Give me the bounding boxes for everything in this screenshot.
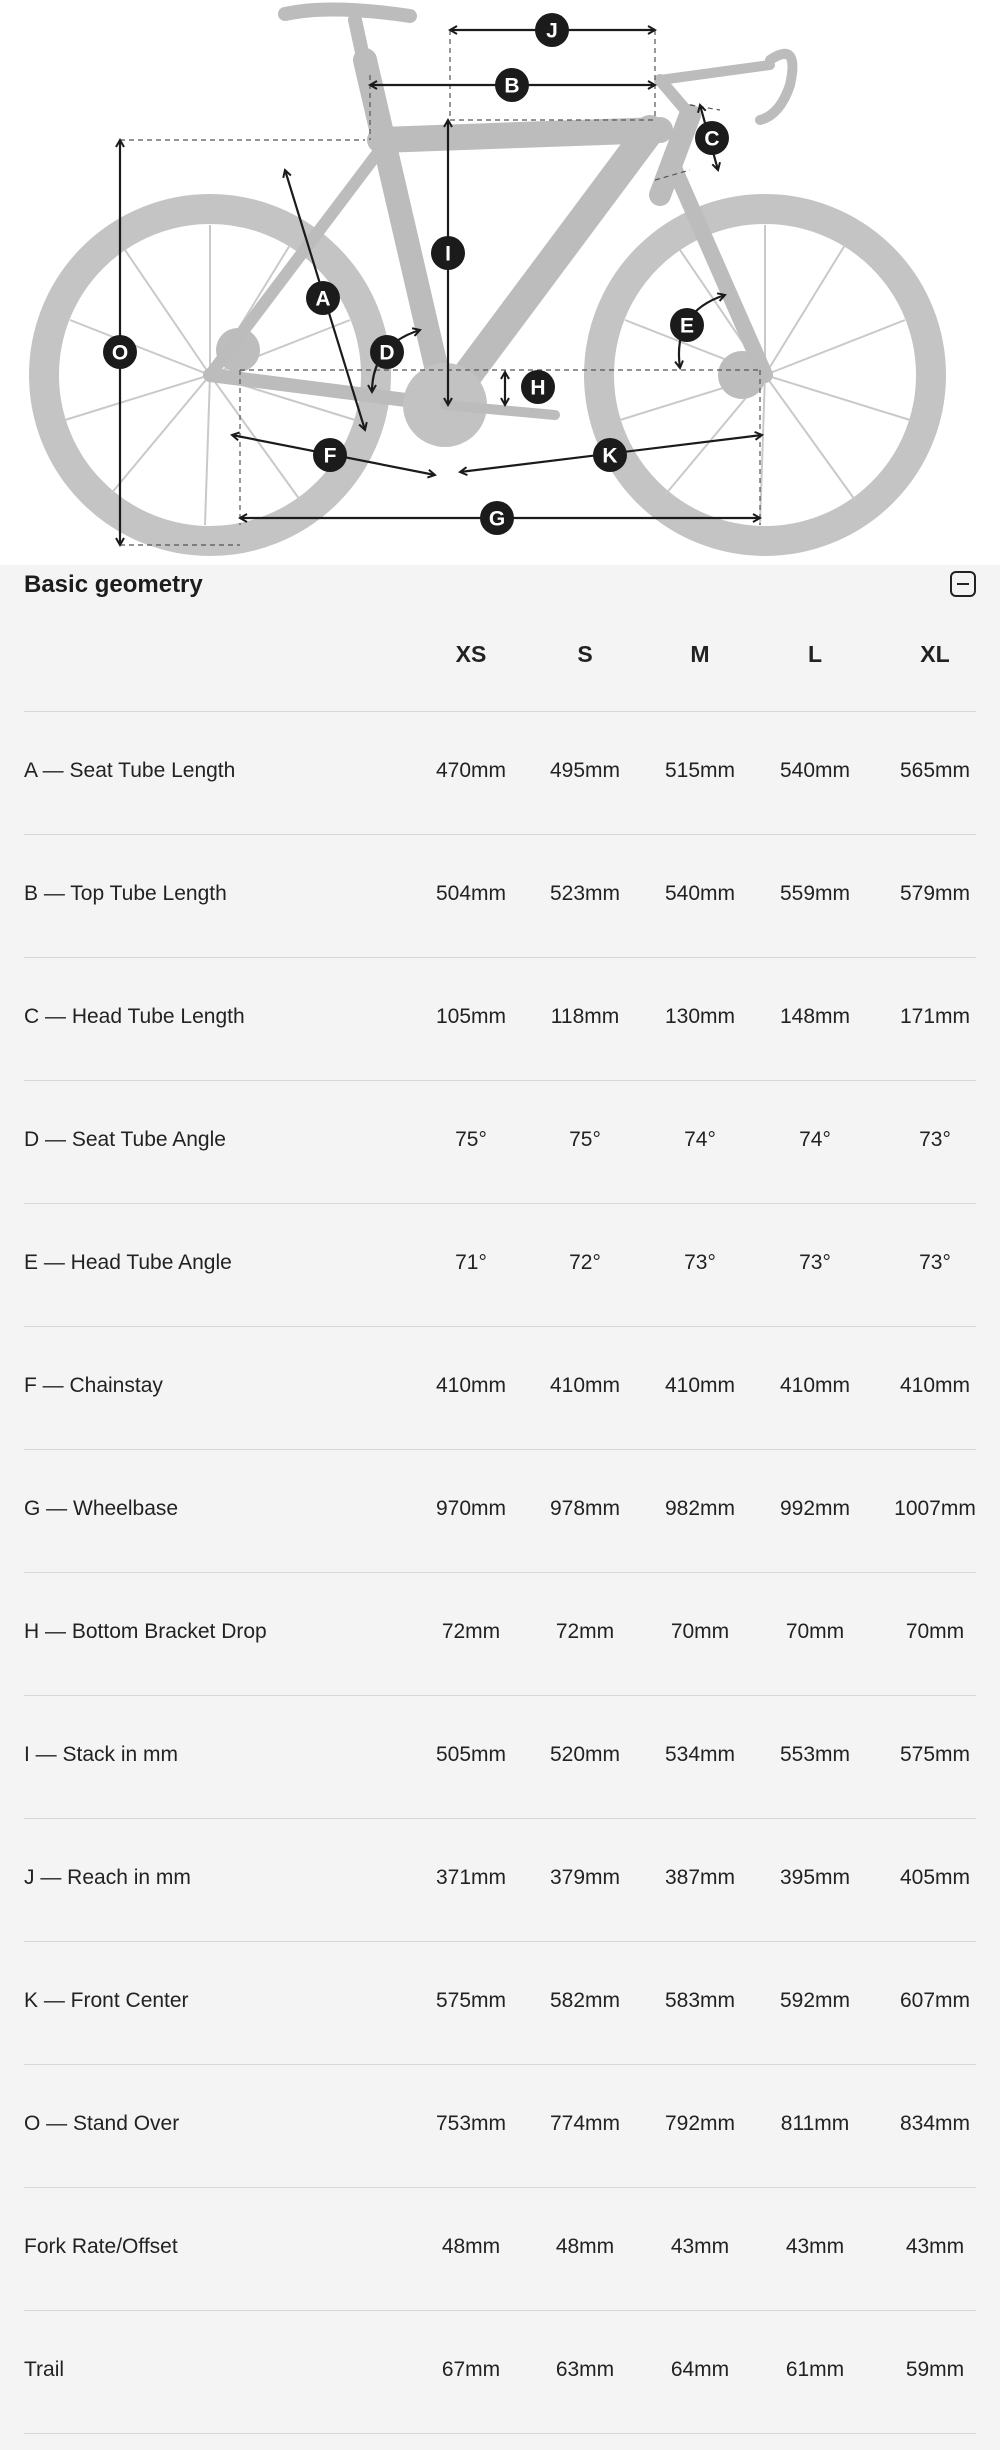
table-row	[24, 2187, 976, 2311]
cell-l: 70mm	[785, 1620, 845, 1643]
cell-l: 73°	[799, 1251, 831, 1274]
callout-c	[695, 121, 729, 155]
row-label: A — Seat Tube Length	[24, 759, 236, 782]
cell-s: 72°	[569, 1251, 601, 1274]
cell-xl: 43mm	[905, 2235, 965, 2258]
cell-xs: 410mm	[435, 1374, 507, 1397]
cell-m: 515mm	[664, 759, 736, 782]
cell-s: 72mm	[555, 1620, 615, 1643]
cell-xl: 607mm	[899, 1989, 971, 2012]
table-row	[24, 1203, 976, 1327]
cell-s: 495mm	[549, 759, 621, 782]
row-label: D — Seat Tube Angle	[24, 1128, 226, 1151]
cell-s: 63mm	[555, 2358, 615, 2381]
cell-l: 559mm	[779, 882, 851, 905]
cell-l: 811mm	[780, 2112, 850, 2135]
cell-m: 73°	[684, 1251, 716, 1274]
cell-m: 982mm	[664, 1497, 736, 1520]
callout-i	[431, 236, 465, 270]
table-row	[24, 957, 976, 1081]
table-row	[24, 1449, 976, 1573]
cell-l: 540mm	[779, 759, 851, 782]
dimension-arrows	[120, 30, 762, 545]
cell-l: 148mm	[779, 1005, 851, 1028]
svg-text:D: D	[379, 341, 395, 365]
cell-xs: 505mm	[435, 1743, 507, 1766]
basic-geometry-panel	[0, 565, 1000, 2450]
cell-s: 75°	[569, 1128, 601, 1151]
cell-l: 553mm	[779, 1743, 851, 1766]
cell-m: 70mm	[670, 1620, 730, 1643]
cell-xl: 834mm	[899, 2112, 971, 2135]
callout-h	[521, 370, 555, 404]
table-row	[24, 1695, 976, 1819]
table-row	[24, 834, 976, 958]
cell-xl: 73°	[919, 1128, 951, 1151]
cell-xl: 579mm	[899, 882, 971, 905]
cell-xl: 405mm	[899, 1866, 971, 1889]
cell-m: 43mm	[670, 2235, 730, 2258]
callout-g	[480, 501, 514, 535]
cell-xs: 371mm	[435, 1866, 507, 1889]
callout-k	[593, 438, 627, 472]
row-label: F — Chainstay	[24, 1374, 163, 1397]
cell-s: 523mm	[549, 882, 621, 905]
cell-xl: 565mm	[899, 759, 971, 782]
cell-xs: 48mm	[441, 2235, 501, 2258]
cell-l: 592mm	[779, 1989, 851, 2012]
cell-l: 410mm	[779, 1374, 851, 1397]
row-label: I — Stack in mm	[24, 1743, 179, 1766]
panel-title: Basic geometry	[24, 571, 203, 598]
row-label: E — Head Tube Angle	[24, 1251, 232, 1274]
callout-d	[370, 335, 404, 369]
row-label: O — Stand Over	[24, 2112, 180, 2135]
svg-text:G: G	[488, 507, 506, 531]
row-label: Trail	[24, 2358, 65, 2381]
cell-l: 43mm	[785, 2235, 845, 2258]
cell-m: 792mm	[664, 2112, 736, 2135]
cell-xs: 105mm	[435, 1005, 507, 1028]
reference-lines	[120, 30, 760, 545]
cell-l: 61mm	[785, 2358, 845, 2381]
cell-xs: 575mm	[435, 1989, 507, 2012]
collapse-button[interactable]	[950, 571, 976, 597]
row-label: G — Wheelbase	[24, 1497, 179, 1520]
cell-xl: 73°	[919, 1251, 951, 1274]
cell-xs: 75°	[455, 1128, 487, 1151]
svg-text:H: H	[530, 376, 546, 400]
table-row	[24, 2310, 976, 2434]
cell-s: 48mm	[555, 2235, 615, 2258]
cell-l: 395mm	[779, 1866, 851, 1889]
size-header-xs: XS	[455, 641, 487, 667]
cell-xl: 59mm	[905, 2358, 965, 2381]
row-label: Fork Rate/Offset	[24, 2235, 178, 2258]
svg-text:K: K	[602, 444, 618, 468]
cell-m: 387mm	[664, 1866, 736, 1889]
size-header-m: M	[690, 641, 710, 667]
minus-icon	[957, 583, 969, 586]
svg-text:J: J	[546, 19, 558, 43]
callout-b	[495, 68, 529, 102]
cell-xl: 1007mm	[894, 1497, 976, 1520]
table-row	[24, 1818, 976, 1942]
cell-xl: 70mm	[905, 1620, 965, 1643]
callout-a	[306, 281, 340, 315]
svg-text:F: F	[323, 444, 337, 468]
cell-xs: 72mm	[441, 1620, 501, 1643]
cell-s: 410mm	[549, 1374, 621, 1397]
table-row	[24, 711, 976, 835]
cell-xl: 575mm	[899, 1743, 971, 1766]
row-label: J — Reach in mm	[24, 1866, 191, 1889]
cell-l: 992mm	[779, 1497, 851, 1520]
bike-geometry-diagram	[0, 0, 1000, 565]
cell-s: 582mm	[549, 1989, 621, 2012]
callout-e	[670, 308, 704, 342]
size-header-l: L	[807, 641, 823, 667]
size-header-s: S	[577, 641, 593, 667]
table-row	[24, 2064, 976, 2188]
callout-o	[103, 335, 137, 369]
svg-text:O: O	[111, 341, 129, 365]
cell-m: 410mm	[664, 1374, 736, 1397]
cell-m: 540mm	[664, 882, 736, 905]
panel-header[interactable]	[24, 565, 976, 613]
cell-s: 978mm	[549, 1497, 621, 1520]
cell-m: 534mm	[664, 1743, 736, 1766]
cell-m: 583mm	[664, 1989, 736, 2012]
cell-xs: 71°	[455, 1251, 487, 1274]
cell-xs: 67mm	[441, 2358, 501, 2381]
cell-xs: 753mm	[435, 2112, 507, 2135]
callout-f	[313, 438, 347, 472]
row-label: H — Bottom Bracket Drop	[24, 1620, 267, 1643]
cell-xl: 171mm	[899, 1005, 971, 1028]
cell-xs: 504mm	[435, 882, 507, 905]
table-row	[24, 1941, 976, 2065]
cell-xs: 970mm	[435, 1497, 507, 1520]
cell-l: 74°	[799, 1128, 831, 1151]
row-label: K — Front Center	[24, 1989, 189, 2012]
cell-s: 774mm	[549, 2112, 621, 2135]
cell-s: 118mm	[550, 1005, 620, 1028]
cell-m: 64mm	[670, 2358, 730, 2381]
row-label: C — Head Tube Length	[24, 1005, 245, 1028]
size-header-xl: XL	[920, 641, 950, 667]
cell-m: 130mm	[664, 1005, 736, 1028]
row-label: B — Top Tube Length	[24, 882, 227, 905]
table-row	[24, 1572, 976, 1696]
cell-s: 379mm	[549, 1866, 621, 1889]
svg-text:C: C	[704, 127, 720, 151]
cell-xl: 410mm	[899, 1374, 971, 1397]
svg-text:E: E	[679, 314, 695, 338]
table-row	[24, 1326, 976, 1450]
size-header-row	[24, 621, 976, 712]
callout-j	[535, 13, 569, 47]
svg-text:B: B	[504, 74, 520, 98]
svg-text:I: I	[445, 242, 451, 266]
svg-text:A: A	[315, 287, 331, 311]
cell-s: 520mm	[549, 1743, 621, 1766]
cell-m: 74°	[684, 1128, 716, 1151]
table-row	[24, 1080, 976, 1204]
cell-xs: 470mm	[435, 759, 507, 782]
